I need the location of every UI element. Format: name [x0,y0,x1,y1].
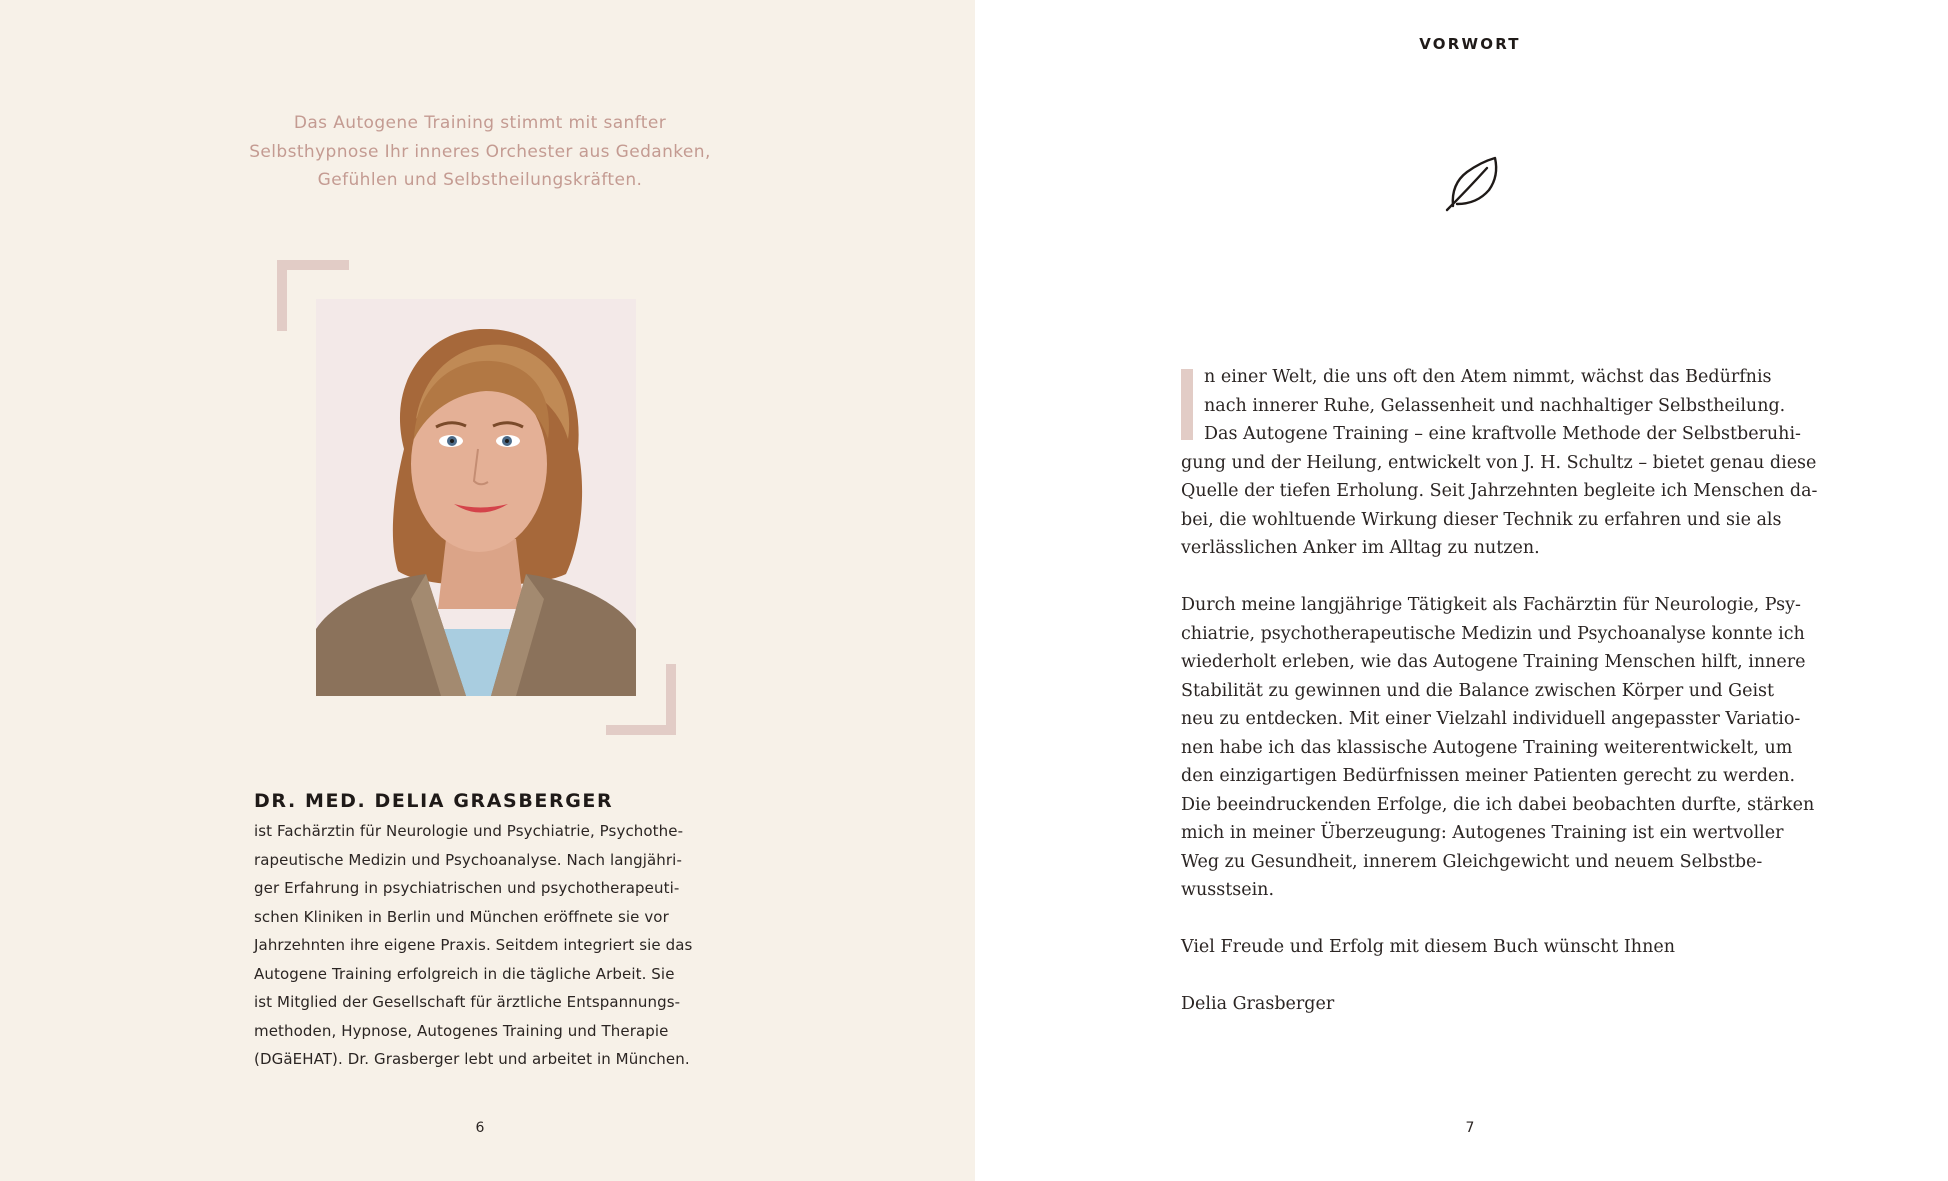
foreword-line: nach innerer Ruhe, Gelassenheit und nachhaltiger Selbstheilung. [1204,395,1786,416]
photo-frame-corner-top-left [277,260,349,270]
author-bio-line: ger Erfahrung in psychiatrischen und psychotherapeuti- [254,879,680,897]
author-bio-line: rapeutische Medizin und Psychoanalyse. Nach langjähri- [254,850,682,869]
foreword-line: chiatrie, psychotherapeutische Medizin und Psychoanalyse konnte ich [1181,623,1805,644]
foreword-line: Quelle der tiefen Erholung. Seit Jahrzehnten begleite ich Menschen da- [1181,481,1818,501]
foreword-line: bei, die wohltuende Wirkung dieser Technik zu erfahren und sie als [1181,509,1782,530]
author-bio-line: methoden, Hypnose, Autogenes Training und Therapie [254,1021,669,1040]
foreword-line: den einzigartigen Bedürfnissen meiner Patienten gerecht zu werden. [1181,766,1796,786]
author-bio-line: ist Mitglied der Gesellschaft für ärztliche Entspannungs- [254,993,681,1011]
foreword-line: Weg zu Gesundheit, innerem Gleichgewicht und neuem Selbstbe- [1181,851,1763,872]
pull-quote-line: Gefühlen und Selbstheilungskräften. [317,170,643,190]
foreword-text [1181,363,1818,1019]
leaf-icon [1443,154,1503,214]
foreword-line: Stabilität zu gewinnen und die Balance zwischen Körper und Geist [1181,680,1775,701]
foreword-line: wusstsein. [1181,880,1275,900]
foreword-line: gung und der Heilung, entwickelt von J. H. Schultz – bietet genau diese [1181,452,1817,473]
page-number-left: 6 [475,1120,485,1136]
foreword-line: n einer Welt, die uns oft den Atem nimmt, wächst das Bedürfnis [1204,367,1772,387]
foreword-line: mich in meiner Überzeugung: Autogenes Training ist ein wertvoller [1181,823,1784,843]
photo-frame-corner-bottom-right [666,664,676,735]
pull-quote-line: Das Autogene Training stimmt mit sanfter [293,113,667,133]
pull-quote-line: Selbsthypnose Ihr inneres Orchester aus Gedanken, [249,141,711,162]
author-name: DR. MED. DELIA GRASBERGER [254,790,614,812]
foreword-line: neu zu entdecken. Mit einer Vielzahl individuell angepasster Variatio- [1181,709,1801,729]
foreword-line: wiederholt erleben, wie das Autogene Training Menschen hilft, innere [1181,652,1806,672]
author-bio-line: ist Fachärztin für Neurologie und Psychiatrie, Psychothe- [254,822,684,840]
author-portrait [316,299,636,696]
foreword-line: Durch meine langjährige Tätigkeit als Fachärztin für Neurologie, Psy- [1181,595,1801,615]
foreword-line: verlässlichen Anker im Alltag zu nutzen. [1181,538,1540,558]
closing-line: Viel Freude und Erfolg mit diesem Buch wünscht Ihnen [1181,937,1675,957]
photo-frame-corner-top-left [277,260,287,331]
foreword-line: nen habe ich das klassische Autogene Training weiterentwickelt, um [1181,737,1793,758]
author-bio-line: schen Kliniken in Berlin und München eröffnete sie vor [254,907,669,926]
pull-quote [225,109,735,195]
paragraph-gap [1181,563,1781,592]
foreword-line: Die beeindruckenden Erfolge, die ich dabei beobachten durfte, stärken [1181,794,1815,815]
foreword-line: Das Autogene Training – eine kraftvolle Methode der Selbstberuhi- [1204,424,1801,444]
page-number-right: 7 [1465,1120,1475,1136]
author-bio-line: (DGäEHAT). Dr. Grasberger lebt und arbeitet in München. [254,1050,690,1068]
paragraph-gap [1181,962,1781,991]
author-portrait-illustration [316,299,636,696]
paragraph-gap [1181,905,1781,934]
signature: Delia Grasberger [1181,994,1335,1014]
author-bio [254,817,724,1074]
author-bio-line: Autogene Training erfolgreich in die tägliche Arbeit. Sie [254,964,675,983]
section-title: VORWORT [1419,35,1521,53]
author-bio-line: Jahrzehnten ihre eigene Praxis. Seitdem integriert sie das [254,936,693,954]
